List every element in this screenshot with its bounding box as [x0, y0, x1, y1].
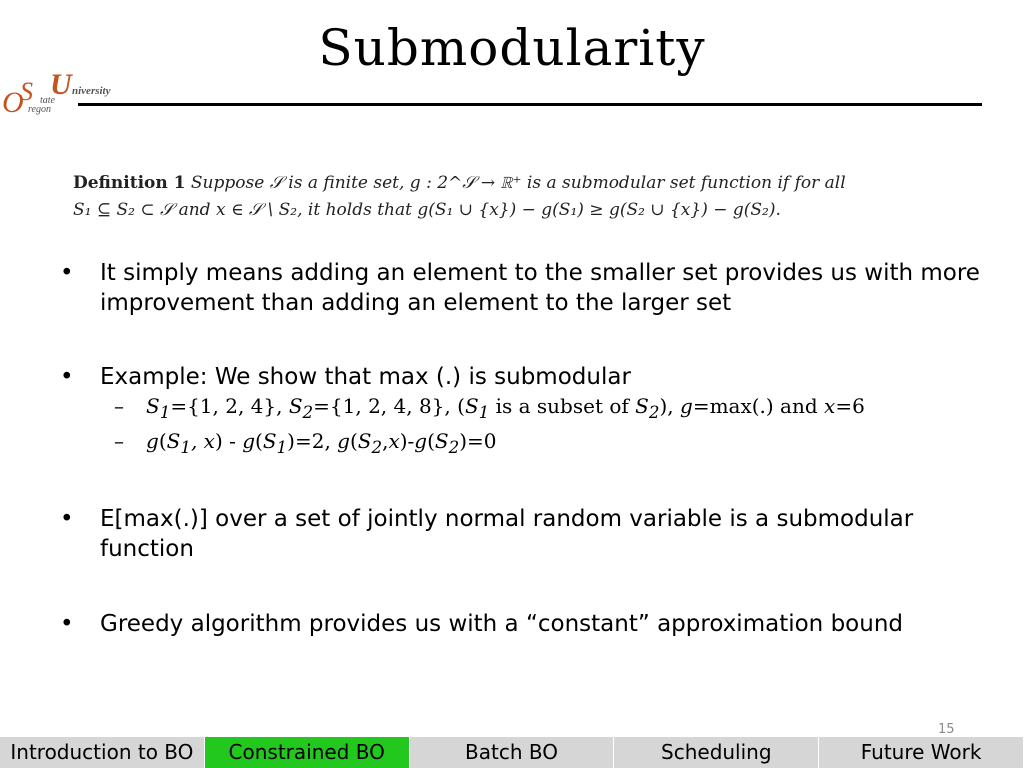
tab-batch-bo[interactable]: Batch BO — [410, 737, 615, 768]
definition-block — [73, 170, 973, 224]
tab-scheduling[interactable]: Scheduling — [614, 737, 819, 768]
slide-title: Submodularity — [318, 19, 706, 77]
bullet-text: E[max(.)] over a set of jointly normal random variable is a submodular function — [100, 506, 914, 562]
logo-regon: regon — [28, 104, 51, 115]
osu-logo — [2, 68, 142, 124]
bullet-item — [60, 609, 980, 639]
bullet-item — [60, 362, 980, 392]
tab-introduction-to-bo[interactable]: Introduction to BO — [0, 737, 205, 768]
sub-item-2: – $g(S_1$, $x) - g(S_1)=2$, $g(S_2,x)-g(S_2)=0$ — [114, 429, 497, 457]
definition-label: Definition 1 — [73, 173, 186, 193]
bullet-dot: • — [60, 506, 74, 532]
page-number: 15 — [938, 722, 955, 737]
bullet-item — [60, 504, 980, 564]
sub-dash: – — [114, 394, 124, 418]
logo-letter-u: U — [50, 68, 72, 101]
tab-future-work[interactable]: Future Work — [819, 737, 1024, 768]
bullet-dot: • — [60, 364, 74, 390]
bullet-text: Example: We show that max (.) is submodular — [100, 364, 631, 390]
definition-line-2: S₁ ⊆ S₂ ⊂ 𝒮 and x ∈ 𝒮 \ S₂, it holds that g(S₁ ∪ {x}) − g(S₁) ≥ g(S₂ ∪ {x}) − g(S₂). — [73, 200, 781, 220]
definition-line-1 — [73, 170, 973, 197]
footer-nav — [0, 737, 1024, 768]
title-underline — [78, 103, 982, 106]
bullet-dot: • — [60, 611, 74, 637]
bullet-text: Greedy algorithm provides us with a “constant” approximation bound — [100, 611, 903, 637]
logo-tate: tate — [40, 95, 55, 106]
bullet-text: It simply means adding an element to the smaller set provides us with more improvement than adding an element to the larger set — [100, 260, 980, 316]
bullet-dot: • — [60, 260, 74, 286]
definition-text-1: Suppose 𝒮 is a finite set, g : 2^𝒮 → ℝ⁺ is a submodular set function if for all — [190, 173, 846, 193]
logo-niversity: niversity — [72, 85, 111, 97]
bullet-item — [60, 258, 980, 318]
bullet-list — [60, 258, 980, 639]
sub-dash: – — [114, 429, 124, 453]
tab-constrained-bo[interactable]: Constrained BO — [205, 737, 410, 768]
sub-item-1: – $S_1=\{1$, 2, 4}, $S_2=\{1$, 2, 4, 8}, ($S_1$ is a subset of $S_2$), g=max(.) and x=6 — [114, 394, 865, 422]
logo-letter-o: O — [2, 86, 24, 119]
logo-letter-s: S — [20, 77, 33, 106]
